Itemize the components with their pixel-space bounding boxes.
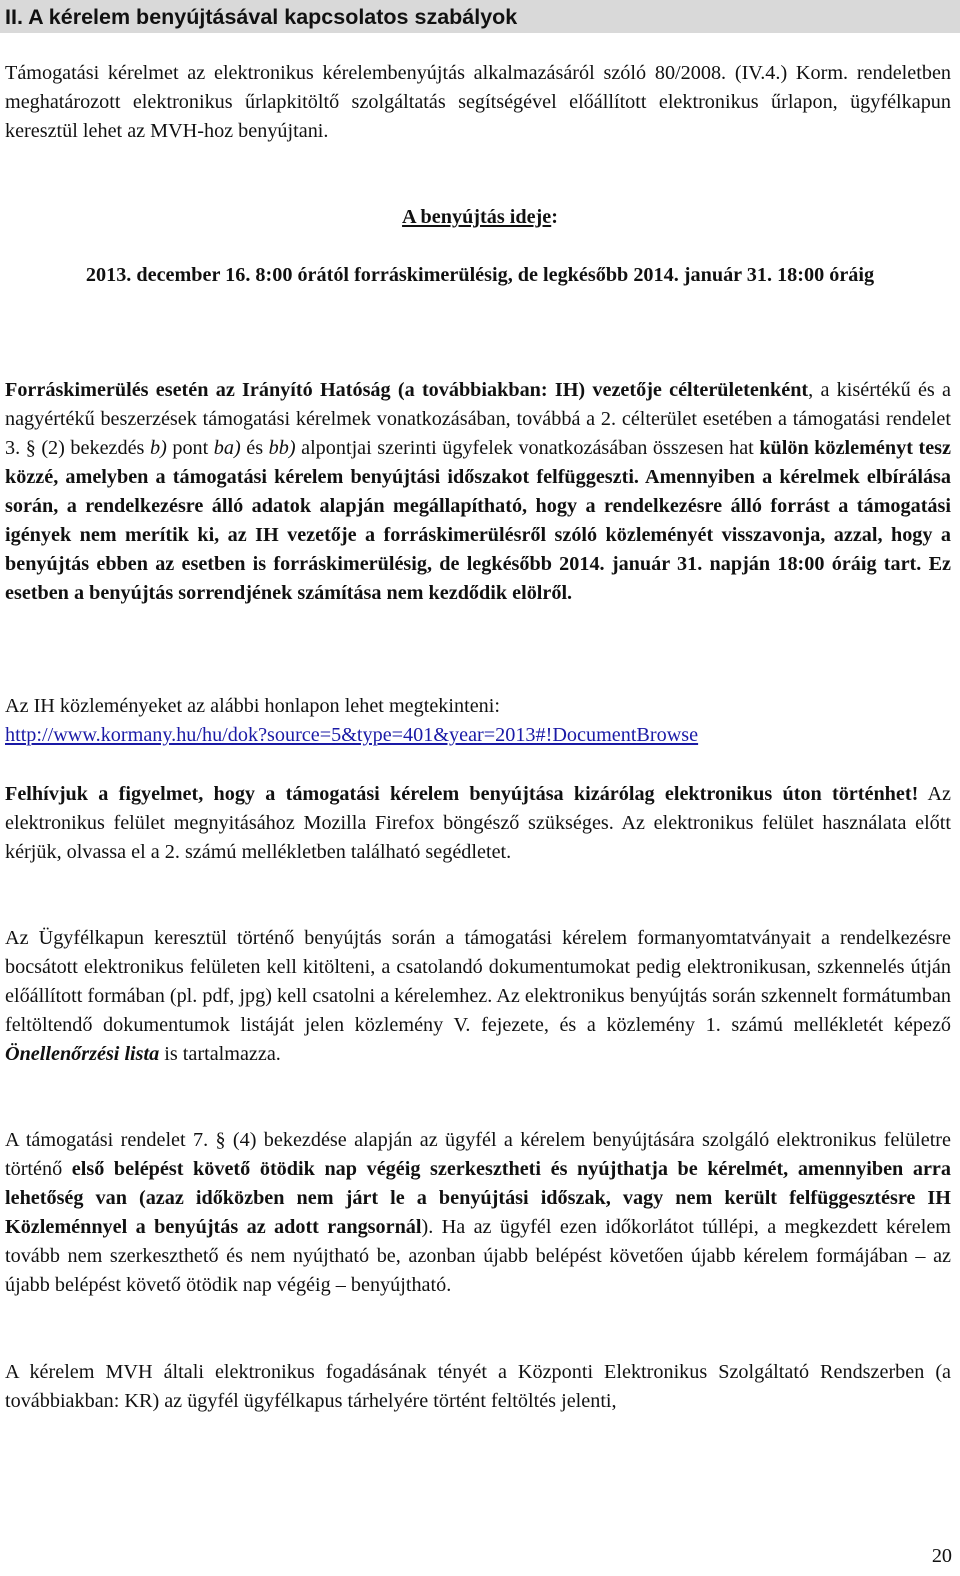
announcements-paragraph — [5, 692, 951, 750]
announcements-text: Az IH közleményeket az alábbi honlapon lehet megtekinteni: — [5, 695, 500, 717]
exhaustion-point-ba: ba) — [213, 437, 241, 459]
deadline-title — [0, 203, 960, 233]
notice-bold: Felhívjuk a figyelmet, hogy a támogatási kérelem benyújtása kizárólag elektronikus úton történhet! — [5, 783, 919, 805]
exhaustion-text-2: pont — [166, 437, 214, 459]
page-number: 20 — [931, 1545, 952, 1567]
announcements-link[interactable]: http://www.kormany.hu/hu/dok?source=5&type=401&year=2013#!DocumentBrowse — [5, 724, 699, 746]
receipt-paragraph: A kérelem MVH általi elektronikus fogadásának tényét a Központi Elektronikus Szolgáltató Rendszerben (a továbbiakban: KR) az ügyfél ügyfélkapus tárhelyére történt feltöltés jelenti, — [5, 1361, 951, 1412]
exhaustion-point-bb: bb) — [268, 437, 296, 459]
exhaustion-point-b: b) — [149, 437, 167, 459]
deadline-text: 2013. december 16. 8:00 órától forráskimerülésig, de legkésőbb 2014. január 31. 18:00 óráig — [85, 264, 875, 286]
editing-text-2: ). Ha az ügyfél ezen időkorlátot túllépi, a megkezdett kérelem tovább nem szerkeszthető és nem nyújtható be, azonban újabb belépést követően újabb kérelem formájában – az újabb belépést követő ötödik nap végéig – benyújtható. — [5, 1216, 951, 1296]
exhaustion-bold-1: Forráskimerülés esetén az Irányító Hatóság (a továbbiakban: IH) vezetője célterületenként — [5, 379, 809, 401]
editing-bold: első belépést követő ötödik nap végéig szerkesztheti és nyújthatja be kérelmét, amennyiben arra lehetőség van (azaz időközben nem járt le a benyújtási időszak, vagy nem került felfüggesztésre IH Közleménnyel a benyújtás az adott rangsornál — [5, 1158, 951, 1238]
notice-browser-name: Mozilla Firefox — [303, 812, 435, 834]
self-check-list-label: Önellenőrzési lista — [5, 1043, 160, 1065]
client-gate-text-1: Az Ügyfélkapun keresztül történő benyújtás során a támogatási kérelem formanyomtatványait a rendelkezésre bocsátott elektronikus felületen kell kitölteni, a csatolandó dokumentumokat pedig elektronikusan, szkennelés útján előállított formában (pl. pdf, jpg) kell csatolni a kérelemhez. Az elektronikus benyújtás során szkennelt formátumban feltöltendő dokumentumok listáját jelen közlemény V. fejezete, és a közlemény 1. számú mellékletét képező — [5, 927, 951, 1036]
deadline-title-colon: : — [551, 206, 558, 228]
exhaustion-paragraph — [5, 376, 951, 608]
intro-paragraph: Támogatási kérelmet az elektronikus kérelembenyújtás alkalmazásáról szóló 80/2008. (IV.4.) Korm. rendeletben meghatározott elektronikus űrlapkitöltő szolgáltatás segítségével előállított elektronikus űrlapon, ügyfélkapun keresztül lehet az MVH-hoz benyújtani. — [5, 62, 951, 142]
exhaustion-bold-2: külön közleményt tesz közzé, amelyben a támogatási kérelem benyújtási időszakot felfüggeszti. Amennyiben a kérelmek elbírálása során, a rendelkezésre álló adatok alapján megállapítható, hogy a rendelkezésre álló forrást a támogatási igények nem merítik ki, az IH vezetője a forráskimerülésről szóló közleményét visszavonja, azzal, hogy a benyújtás ebben az esetben is forráskimerülésig, de legkésőbb 2014. január 31. napján 18:00 óráig tart. Ez esetben a benyújtás sorrendjének számítása nem kezdődik elölről. — [5, 437, 951, 604]
deadline-title-text: A benyújtás ideje — [402, 206, 552, 228]
notice-text-2: böngésző szükséges. Az elektronikus felület használata előtt kérjük, olvassa el a 2. számú mellékletben található segédletet. — [5, 812, 951, 863]
exhaustion-text-3: és — [240, 437, 269, 459]
notice-text-1: Az elektronikus felület megnyitásához — [5, 783, 951, 834]
section-heading: II. A kérelem benyújtásával kapcsolatos szabályok — [0, 0, 960, 33]
client-gate-paragraph — [5, 924, 951, 1069]
notice-paragraph — [5, 780, 951, 867]
editing-text-1: A támogatási rendelet 7. § (4) bekezdése alapján az ügyfél a kérelem benyújtására szolgáló elektronikus felületre történő — [5, 1129, 951, 1180]
client-gate-text-2: is tartalmazza. — [159, 1043, 281, 1065]
exhaustion-text-1: , a kisértékű és a nagyértékű beszerzések támogatási kérelmek vonatkozásában, továbbá a 2. célterület esetében a támogatási rendelet 3. § (2) bekezdés — [5, 379, 951, 459]
exhaustion-text-4: alpontjai szerinti ügyfelek vonatkozásában összesen hat — [295, 437, 760, 459]
editing-paragraph — [5, 1126, 951, 1300]
